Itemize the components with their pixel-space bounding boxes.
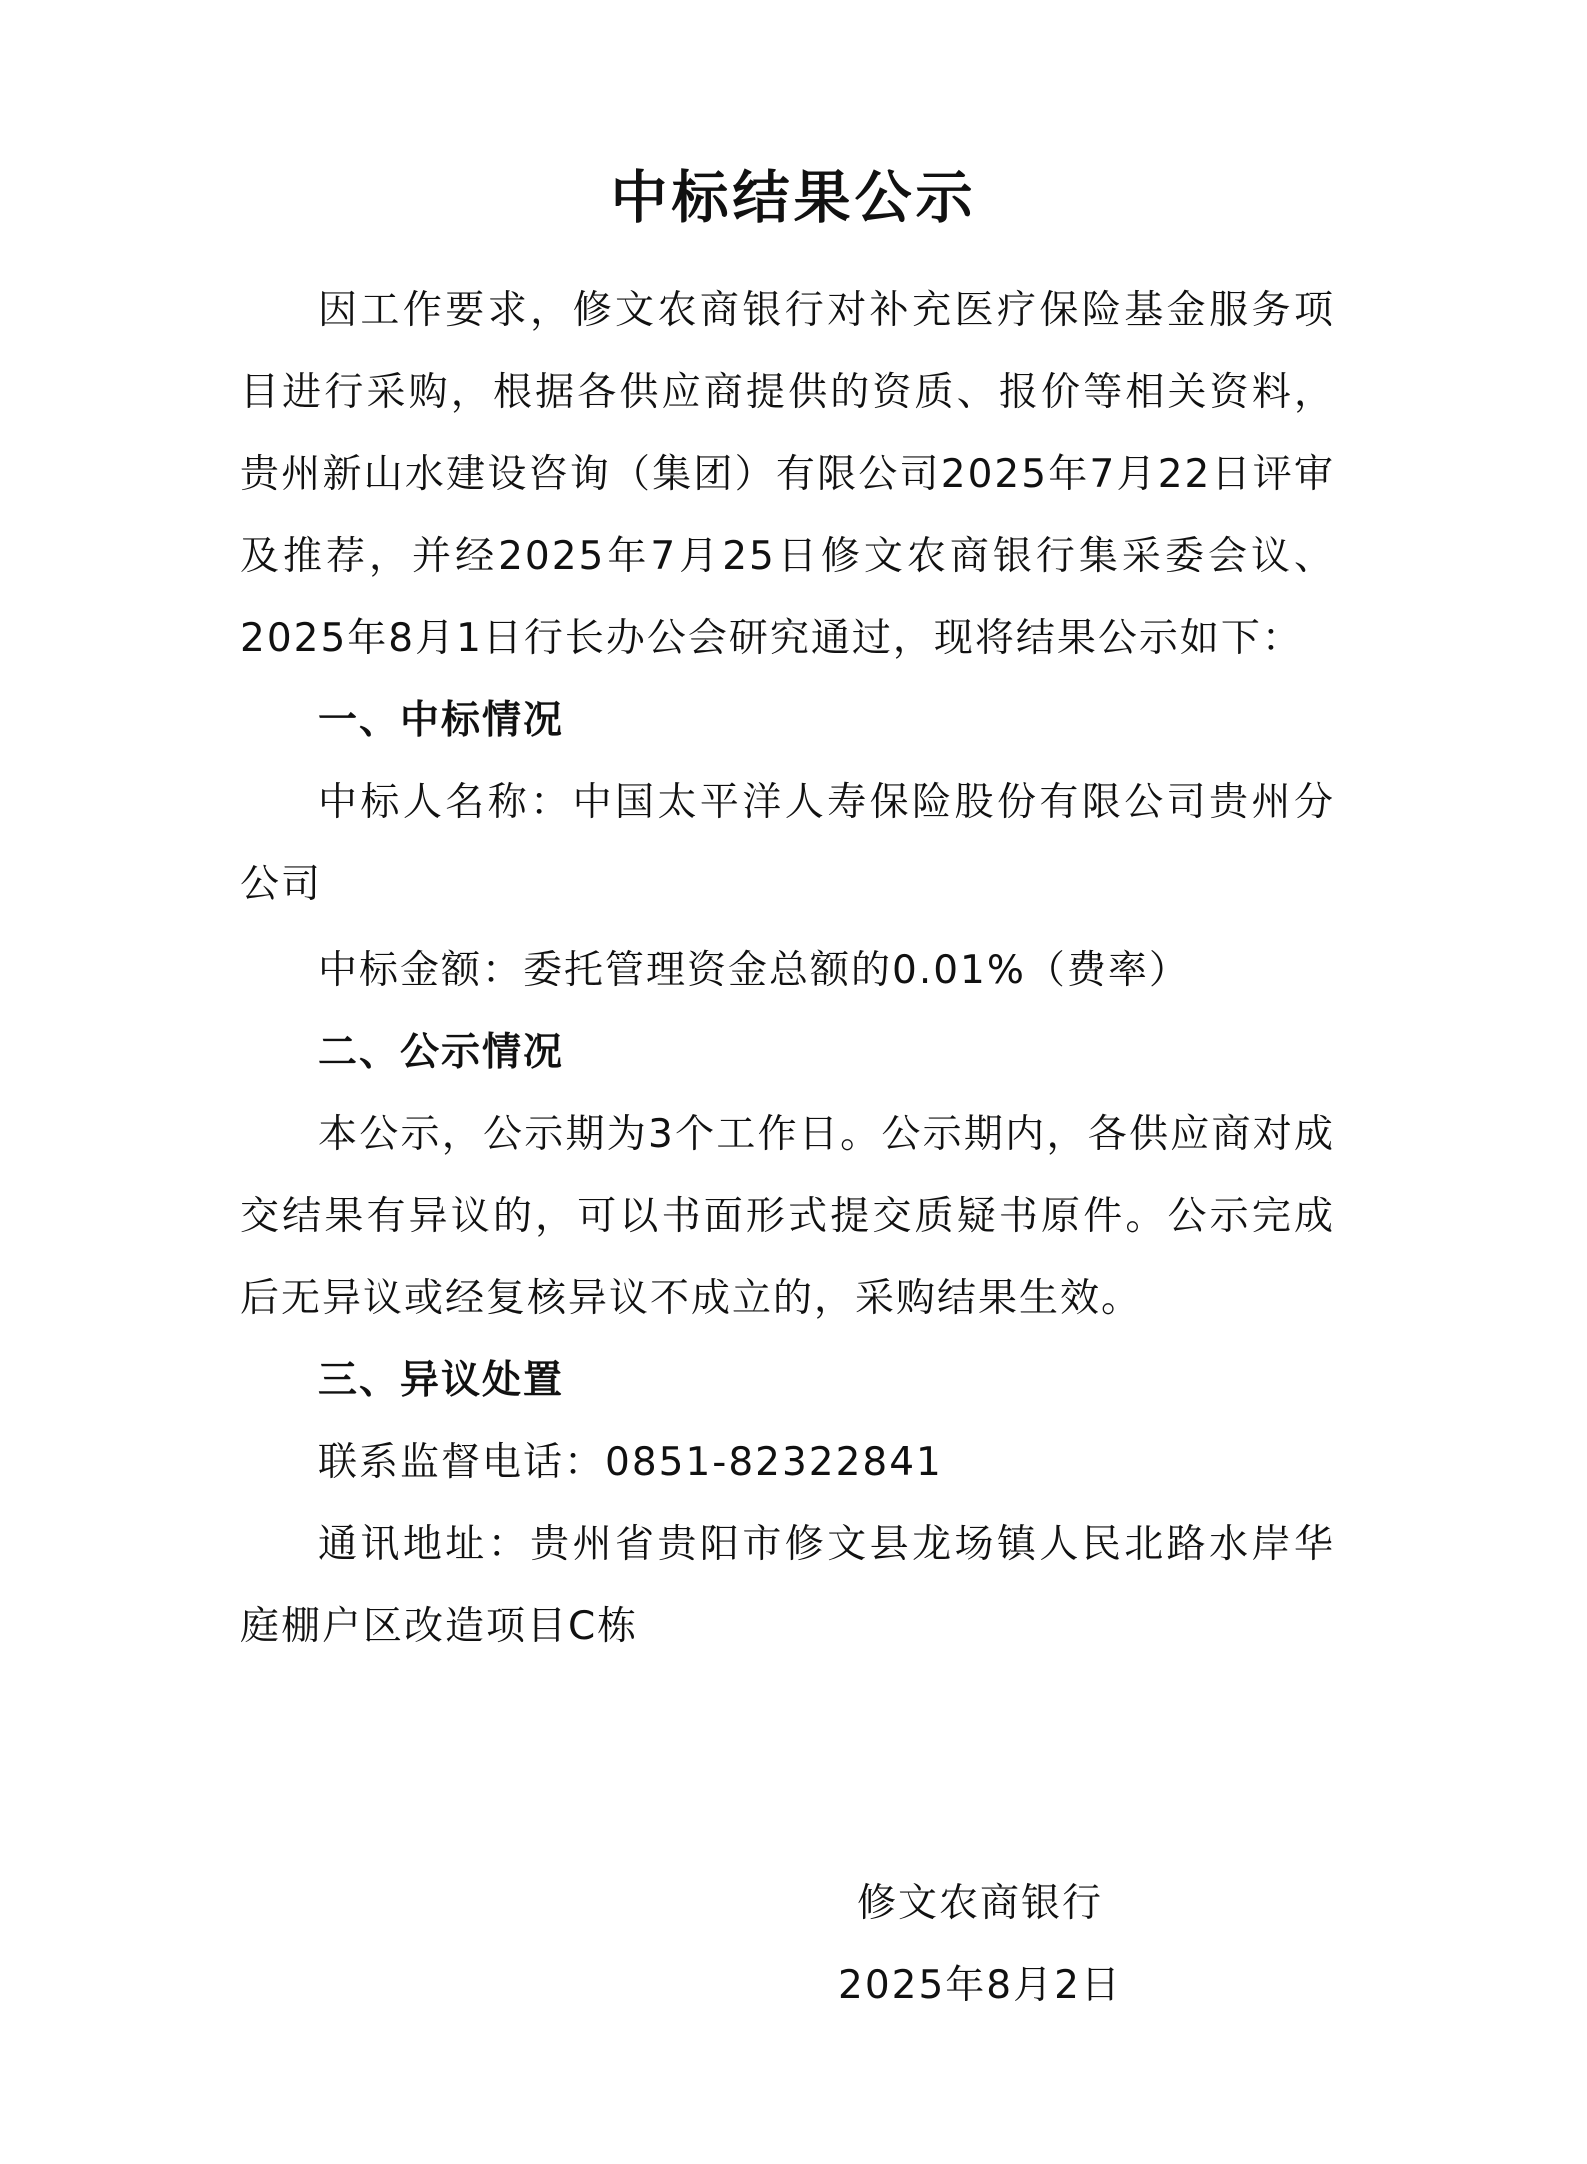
winner-name: 中标人名称：中国太平洋人寿保险股份有限公司贵州分公司 <box>240 780 1335 907</box>
section-heading: 二、公示情况 <box>318 1030 565 1075</box>
supervision-phone: 联系监督电话：0851-82322841 <box>318 1440 943 1485</box>
intro-paragraph: 因工作要求，修文农商银行对补充医疗保险基金服务项目进行采购，根据各供应商提供的资质、报价等相关资料，贵州新山水建设咨询（集团）有限公司2025年7月22日评审及推荐，并经2025年7月25日修文农商银行集采委会议、2025年8月1日行长办公会研究通过，现将结果公示如下： <box>240 288 1335 661</box>
signature-organization: 修文农商银行 <box>856 1881 1103 1926</box>
section-publicity <box>240 1012 1335 1340</box>
winning-amount: 中标金额：委托管理资金总额的0.01%（费率） <box>318 948 1190 993</box>
section-objection <box>240 1340 1335 1668</box>
publicity-paragraph: 本公示，公示期为3个工作日。公示期内，各供应商对成交结果有异议的，可以书面形式提交质疑书原件。公示完成后无异议或经复核异议不成立的，采购结果生效。 <box>240 1112 1335 1321</box>
document-body <box>240 270 1335 1668</box>
section-heading: 一、中标情况 <box>318 698 565 743</box>
section-heading: 三、异议处置 <box>318 1358 565 1403</box>
mailing-address: 通讯地址：贵州省贵阳市修文县龙场镇人民北路水岸华庭棚户区改造项目C栋 <box>240 1522 1335 1649</box>
signature-date: 2025年8月2日 <box>838 1963 1122 2008</box>
section-winning-bid <box>240 680 1335 1012</box>
document-title: 中标结果公示 <box>610 164 977 231</box>
